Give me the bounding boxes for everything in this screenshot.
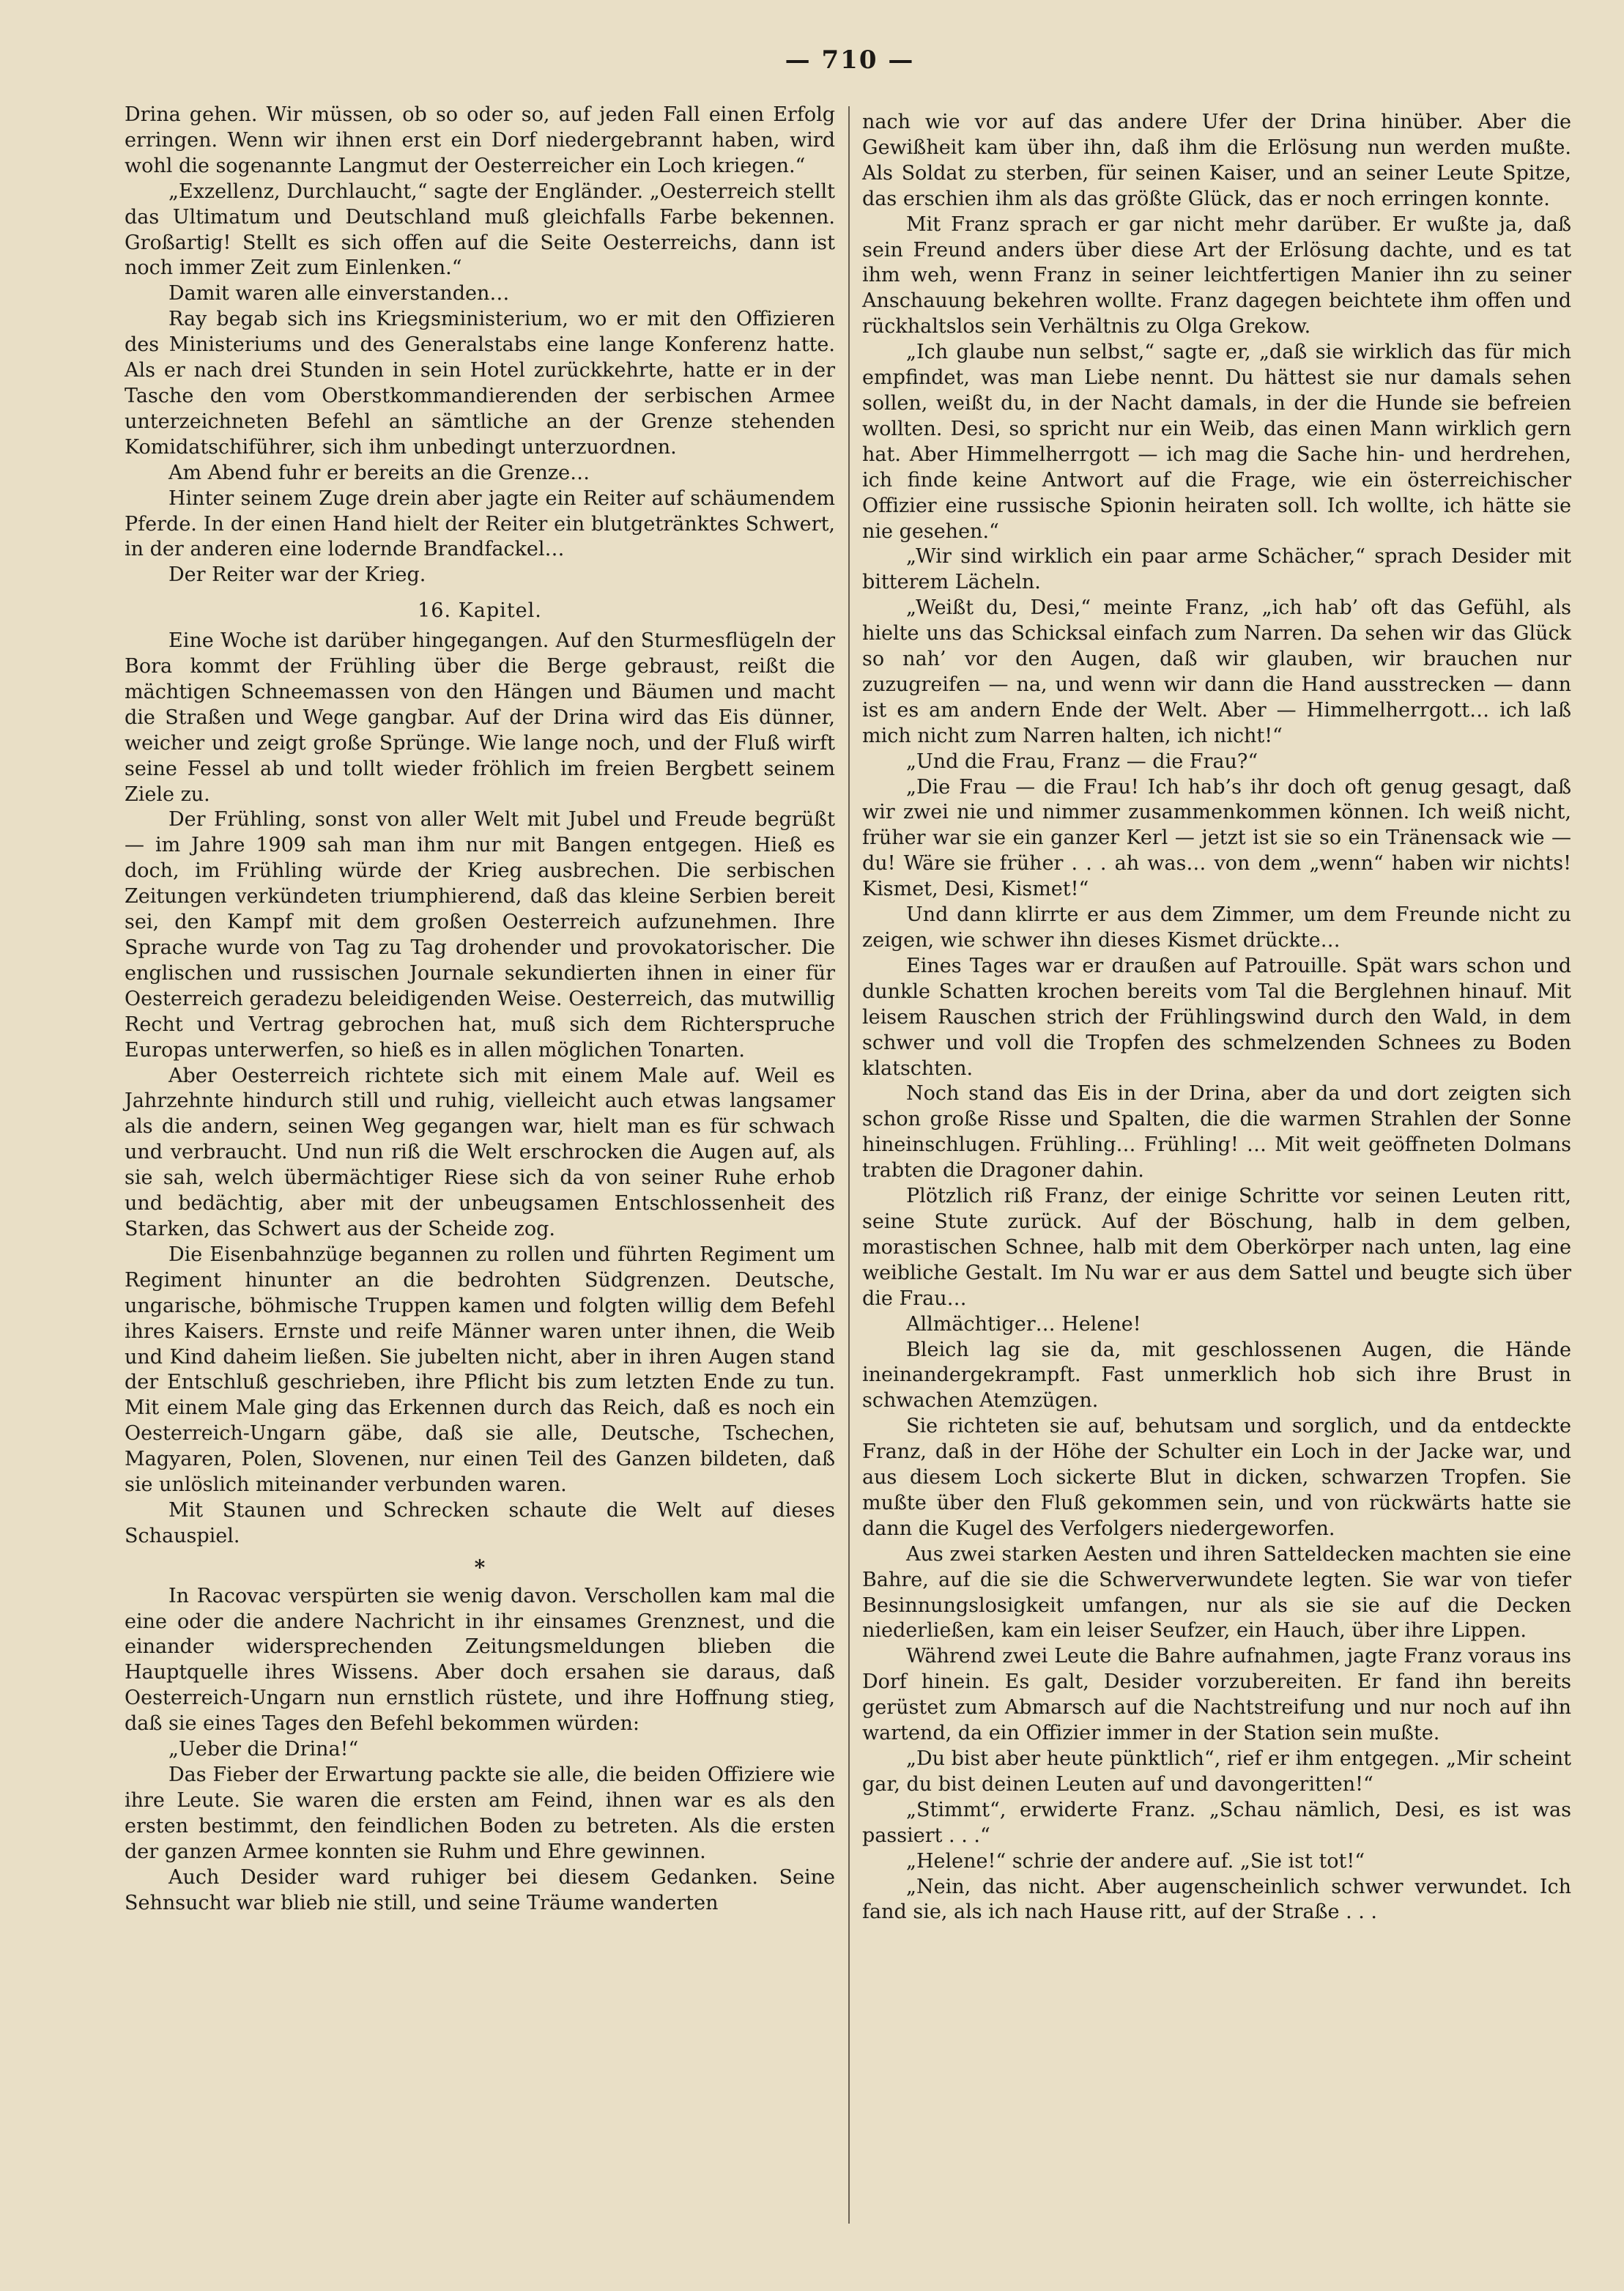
paragraph: Am Abend fuhr er bereits an die Grenze… — [168, 461, 590, 484]
paragraph: Aber Oesterreich richtete sich mit einem Male auf. Weil es Jahrzehnte hindurch still und ruhig, vielleicht auch etwas langsamer als die andern, seinen Weg gegangen war, hielt man es für schwach und verbraucht. Und nun riß die Welt erschrocken die Augen auf, als sie sah, welch übermächtiger Riese sich da von seiner Ruhe erhob und bedächtig, aber mit der unbeugsamen Entschlossenheit des Starken, das Schwert aus der Scheide zog. — [125, 1064, 835, 1240]
paragraph: Plötzlich riß Franz, der einige Schritte vor seinen Leuten ritt, seine Stute zurück. Auf der Böschung, halb in dem gelben, morastischen Schnee, halb mit dem Oberkörper nach unten, lag eine weibliche Gestalt. Im Nu war er aus dem Sattel und beugte sich über die Frau… — [862, 1185, 1571, 1310]
paragraph: In Racovac verspürten sie wenig davon. Verschollen kam mal die eine oder die andere Nachricht in ihr einsames Grenznest, und die einander widersprechenden Zeitungsmeldungen blieben die Hauptquelle ihres Wissens. Aber doch ersahen sie daraus, daß Oesterreich-Ungarn nun ernstlich rüstete, und ihre Hoffnung stieg, daß sie eines Tages den Befehl bekommen würden: — [125, 1584, 835, 1736]
paragraph: Die Eisenbahnzüge begannen zu rollen und führten Regiment um Regiment hinunter an die bedrohten Südgrenzen. Deutsche, ungarische, böhmische Truppen kamen und folgten willig dem Befehl ihres Kaisers. Ernste und reife Männer waren unter ihnen, die Weib und Kind daheim ließen. Sie jubelten nicht, aber in ihren Augen stand der Entschluß geschrieben, ihre Pflicht bis zum letzten Ende zu tun. Mit einem Male ging das Erkennen durch das Reich, daß es noch ein Oesterreich-Ungarn gäbe, daß sie alle, Deutsche, Tschechen, Magyaren, Polen, Slovenen, nur einen Teil des Ganzen bildeten, daß sie unlöslich miteinander verbunden waren. — [125, 1243, 835, 1497]
paragraph: Sie richteten sie auf, behutsam und sorglich, und da entdeckte Franz, daß in der Höhe der Schulter ein Loch in der Jacke war, und aus diesem Loch sickerte Blut in dicken, schwarzen Tropfen. Sie mußte über den Fluß gekommen sein, und von rückwärts hatte sie dann die Kugel des Verfolgers niedergeworfen. — [862, 1415, 1571, 1540]
paragraph: Drina gehen. Wir müssen, ob so oder so, auf jeden Fall einen Erfolg erringen. Wenn wir ihnen erst ein Dorf niedergebrannt haben, wird wohl die sogenannte Langmut der Oesterreicher ein Loch kriegen.“ — [125, 103, 835, 177]
paragraph: Mit Staunen und Schrecken schaute die Welt auf dieses Schauspiel. — [125, 1498, 835, 1547]
paragraph: „Ueber die Drina!“ — [168, 1738, 359, 1761]
paragraph: „Nein, das nicht. Aber augenscheinlich schwer verwundet. Ich fand sie, als ich nach Hause ritt, auf der Straße . . . — [862, 1875, 1571, 1924]
paragraph: Hinter seinem Zuge drein aber jagte ein Reiter auf schäumendem Pferde. In der einen Hand hielt der Reiter ein blutgetränktes Schwert, in der anderen eine lodernde Brandfackel… — [125, 486, 835, 561]
paragraph: „Ich glaube nun selbst,“ sagte er, „daß sie wirklich das für mich empfindet, was man Liebe nennt. Du hättest sie nur damals sehen sollen, weißt du, in der Nacht damals, in der die Hunde sie befreien wollten. Desi, so spricht nur ein Weib, das einen Mann wirklich gern hat. Aber Himmelherrgott — ich mag die Sache hin- und herdrehen, ich finde keine Antwort auf die Frage, wie ein österreichischer Offizier eine russische Spionin heiraten soll. Ich wollte, ich hätte sie nie gesehen.“ — [862, 341, 1571, 543]
paragraph: Ray begab sich ins Kriegsministerium, wo er mit den Offizieren des Ministeriums und des Generalstabs eine lange Konferenz hatte. Als er nach drei Stunden in sein Hotel zurückkehrte, hatte er in der Tasche den vom Oberstkommandierenden der serbischen Armee unterzeichneten Befehl an sämtliche an der Grenze stehenden Komidatschiführer, sich ihm unbedingt unterzuordnen. — [125, 308, 835, 459]
paragraph: „Die Frau — die Frau! Ich hab’s ihr doch oft genug gesagt, daß wir zwei nie und nimmer zusammenkommen können. Ich weiß nicht, früher war sie ein ganzer Kerl — jetzt ist sie so ein Tränensack wie — du! Wäre sie früher . . . ah was… von dem „wenn“ haben wir nichts! Kismet, Desi, Kismet!“ — [862, 775, 1571, 901]
paragraph: Aus zwei starken Aesten und ihren Satteldecken machten sie eine Bahre, auf die sie die Schwerverwundete legten. Sie war von tiefer Besinnungslosigkeit umfangen, nur als sie sie auf die Decken niederließen, kam ein leiser Seufzer, ein Hauch, über ihre Lippen. — [862, 1542, 1571, 1643]
paragraph: Der Frühling, sonst von aller Welt mit Jubel und Freude begrüßt — im Jahre 1909 sah man ihm nur mit Bangen entgegen. Hieß es doch, im Frühling würde der Krieg ausbrechen. Die serbischen Zeitungen verkündeten triumphierend, daß das kleine Serbien bereit sei, den Kampf mit dem großen Oesterreich aufzunehmen. Ihre Sprache wurde von Tag zu Tag drohender und provokatorischer. Die englischen und russischen Journale sekundierten ihnen in einer für Oesterreich geradezu beleidigenden Weise. Oesterreich, das mutwillig Recht und Vertrag gebrochen hat, muß sich dem Richterspruche Europas unterwerfen, so hieß es in allen möglichen Tonarten. — [125, 808, 835, 1062]
paragraph: Eine Woche ist darüber hingegangen. Auf den Sturmesflügeln der Bora kommt der Frühling über die Berge gebraust, reißt die mächtigen Schneemassen von den Hängen und Bäumen und macht die Straßen und Wege gangbar. Auf der Drina wird das Eis dünner, weicher und zeigt große Sprünge. Wie lange noch, und der Fluß wirft seine Fessel ab und tollt wieder fröhlich im freien Bergbett seinem Ziele zu. — [125, 629, 835, 806]
page-number: — 710 — — [785, 45, 915, 75]
paragraph: „Stimmt“, erwiderte Franz. „Schau nämlich, Desi, es ist was passiert . . .“ — [862, 1798, 1571, 1847]
paragraph: Während zwei Leute die Bahre aufnahmen, jagte Franz voraus ins Dorf hinein. Es galt, Desider vorzubereiten. Er fand ihn bereits gerüstet zum Abmarsch auf die Nachtstreifung und nur noch auf ihn wartend, da ein Offizier immer in der Station sein mußte. — [862, 1645, 1571, 1745]
paragraph: „Helene!“ schrie der andere auf. „Sie ist tot!“ — [906, 1849, 1365, 1873]
paragraph: Der Reiter war der Krieg. — [168, 563, 426, 587]
paragraph: Und dann klirrte er aus dem Zimmer, um dem Freunde nicht zu zeigen, wie schwer ihn dieses Kismet drückte… — [862, 903, 1571, 952]
right-column — [862, 110, 1571, 1925]
paragraph: „Du bist aber heute pünktlich“, rief er ihm entgegen. „Mir scheint gar, du bist deinen Leuten auf und davongeritten!“ — [862, 1747, 1571, 1796]
paragraph: Damit waren alle einverstanden… — [168, 282, 510, 306]
column-divider — [848, 106, 850, 2224]
chapter-heading: 16. Kapitel. — [418, 599, 542, 623]
paragraph: Auch Desider ward ruhiger bei diesem Gedanken. Seine Sehnsucht war blieb nie still, und seine Träume wanderten — [125, 1865, 835, 1914]
paragraph: Eines Tages war er draußen auf Patrouille. Spät wars schon und dunkle Schatten krochen bereits vom Tal die Berglehnen hinauf. Mit leisem Rauschen strich der Frühlingswind durch den Wald, in dem schwer und voll die Tropfen des schmelzenden Schnees zu Boden klatschten. — [862, 954, 1571, 1080]
paragraph: „Wir sind wirklich ein paar arme Schächer,“ sprach Desider mit bitterem Lächeln. — [862, 545, 1571, 594]
paragraph: Noch stand das Eis in der Drina, aber da und dort zeigten sich schon große Risse und Spalten, die die warmen Strahlen der Sonne hineinschlugen. Frühling… Frühling! … Mit weit geöffneten Dolmans trabten die Dragoner dahin. — [862, 1082, 1571, 1182]
paragraph: „Und die Frau, Franz — die Frau?“ — [906, 750, 1258, 773]
paragraph: Das Fieber der Erwartung packte sie alle, die beiden Offiziere wie ihre Leute. Sie waren die ersten am Feind, ihnen war es als den ersten bestimmt, den feindlichen Boden zu betreten. Als die ersten der ganzen Armee konnten sie Ruhm und Ehre gewinnen. — [125, 1763, 835, 1863]
paragraph: nach wie vor auf das andere Ufer der Drina hinüber. Aber die Gewißheit kam über ihn, daß ihm die Erlösung nun werden mußte. Als Soldat zu sterben, für seinen Kaiser, und an seiner Leute Spitze, das erschien ihm als das größte Glück, das er noch erringen konnte. — [862, 111, 1571, 210]
paragraph: Allmächtiger… Helene! — [906, 1312, 1141, 1336]
paragraph: „Weißt du, Desi,“ meinte Franz, „ich hab’ oft das Gefühl, als hielte uns das Schicksal einfach zum Narren. Da sehen wir das Glück so nah’ vor den Augen, daß wir glauben, wir brauchen nur zuzugreifen — na, und wenn wir dann die Hand ausstrecken — dann ist es am andern Ende der Welt. Aber — Himmelherrgott… ich laß mich nicht zum Narren halten, ich nicht!“ — [862, 596, 1571, 747]
paragraph: Mit Franz sprach er gar nicht mehr darüber. Er wußte ja, daß sein Freund anders über diese Art der Erlösung dachte, und es tat ihm weh, wenn Franz in seiner leichtfertigen Manier ihn zu seiner Anschauung bekehren wollte. Franz dagegen beichtete ihm offen und rückhaltslos sein Verhältnis zu Olga Grekow. — [862, 212, 1571, 338]
paragraph: Bleich lag sie da, mit geschlossenen Augen, die Hände ineinandergekrampft. Fast unmerklich hob sich ihre Brust in schwachen Atemzügen. — [862, 1338, 1571, 1413]
section-separator: * — [474, 1555, 486, 1580]
paragraph: „Exzellenz, Durchlaucht,“ sagte der Engländer. „Oesterreich stellt das Ultimatum und Deutschland muß gleichfalls Farbe bekennen. Großartig! Stellt es sich offen auf die Seite Oesterreichs, dann ist noch immer Zeit zum Einlenken.“ — [125, 179, 835, 280]
left-column — [125, 103, 835, 1916]
